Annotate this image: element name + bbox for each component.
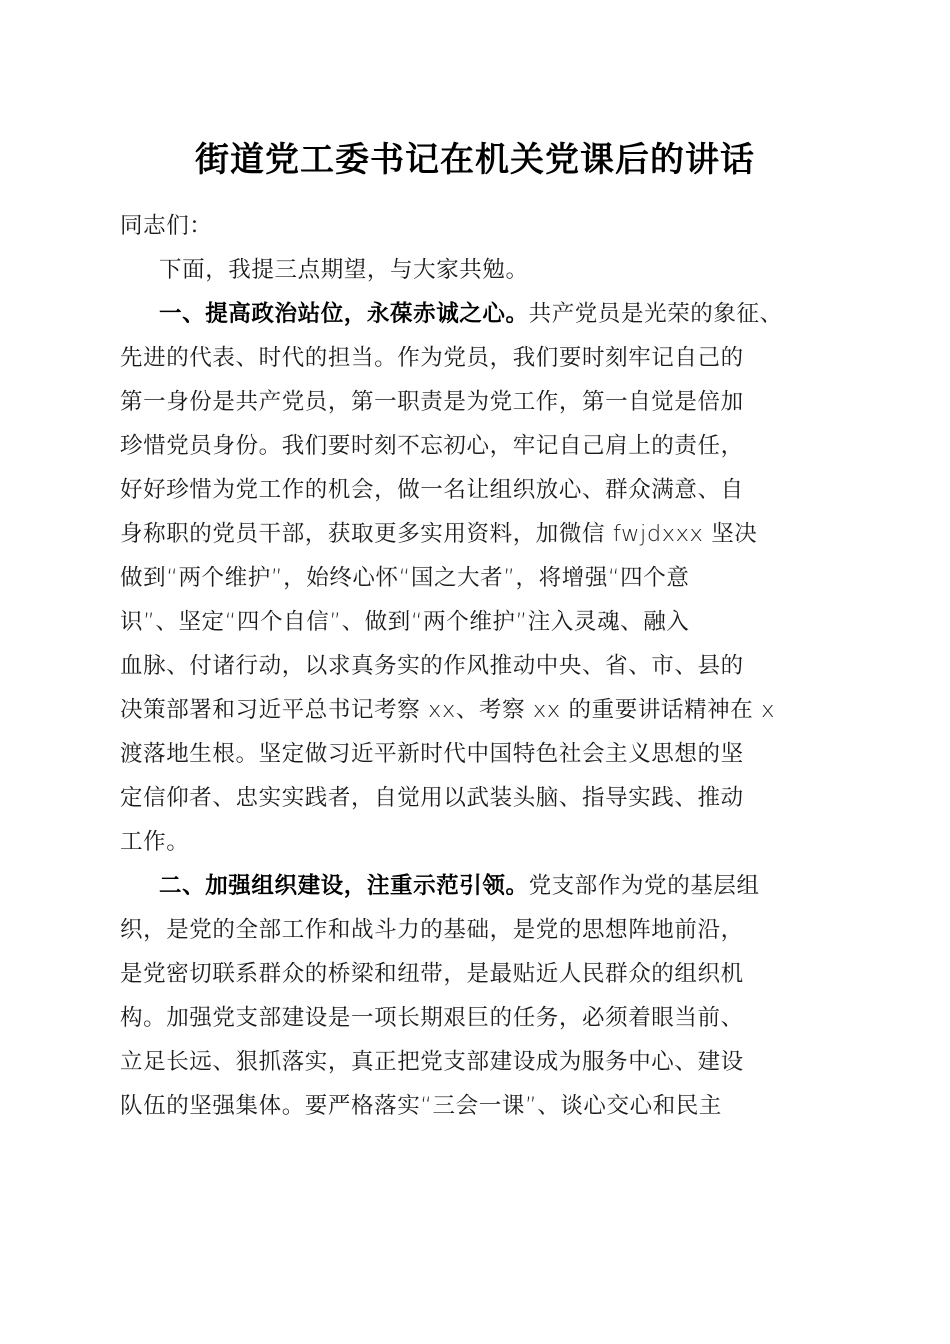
paragraph-line: 织，是党的全部工作和战斗力的基础，是党的思想阵地前沿， (120, 917, 744, 943)
section-2-first-line (120, 864, 840, 908)
section-2 (120, 864, 840, 1128)
paragraph-line: 第一身份是共产党员，第一职责是为党工作，第一自觉是倍加 (120, 389, 744, 415)
paragraph-line: 立足长远、狠抓落实，真正把党支部建设成为服务中心、建设 (120, 1049, 744, 1075)
intro-paragraph: 下面，我提三点期望，与大家共勉。 (159, 257, 529, 283)
paragraph-line: 是党密切联系群众的桥梁和纽带，是最贴近人民群众的组织机 (120, 961, 744, 987)
section-1-heading: 一、提高政治站位，永葆赤诚之心。 (159, 301, 529, 327)
paragraph-line: 珍惜党员身份。我们要时刻不忘初心，牢记自己肩上的责任， (120, 433, 744, 459)
paragraph-line: 先进的代表、时代的担当。作为党员，我们要时刻牢记自己的 (120, 345, 744, 371)
section-2-text: 党支部作为党的基层组 (528, 873, 760, 899)
paragraph-line: 渡落地生根。坚定做习近平新时代中国特色社会主义思想的坚 (120, 741, 744, 767)
paragraph-line: 做到“两个维护”，始终心怀“国之大者”，将增强“四个意 (120, 565, 690, 591)
paragraph-line: 工作。 (120, 829, 190, 855)
paragraph-line: 定信仰者、忠实实践者，自觉用以武装头脑、指导实践、推动 (120, 785, 744, 811)
paragraph-line: 构。加强党支部建设是一项长期艰巨的任务，必须着眼当前、 (120, 1005, 744, 1031)
paragraph-line: 血脉、付诸行动，以求真务实的作风推动中央、省、市、县的 (120, 653, 744, 679)
section-1-first-line (120, 292, 840, 336)
paragraph-line: 识”、坚定“四个自信”、做到“两个维护”注入灵魂、融入 (120, 609, 690, 635)
paragraph-line: 好好珍惜为党工作的机会，做一名让组织放心、群众满意、自 (120, 477, 744, 503)
salutation: 同志们： (120, 213, 213, 239)
document-title: 街道党工委书记在机关党课后的讲话 (195, 140, 755, 180)
paragraph-line: 队伍的坚强集体。要严格落实“三会一课”、谈心交心和民主 (120, 1093, 723, 1119)
paragraph-line: 身称职的党员干部，获取更多实用资料，加微信 fwjdxxx 坚决 (120, 521, 758, 547)
document-body (120, 204, 840, 1128)
section-1 (120, 292, 840, 864)
section-1-text: 共产党员是光荣的象征、 (528, 301, 783, 327)
paragraph-line: 决策部署和习近平总书记考察 xx、考察 xx 的重要讲话精神在 x (120, 697, 775, 723)
section-2-heading: 二、加强组织建设，注重示范引领。 (159, 873, 529, 899)
